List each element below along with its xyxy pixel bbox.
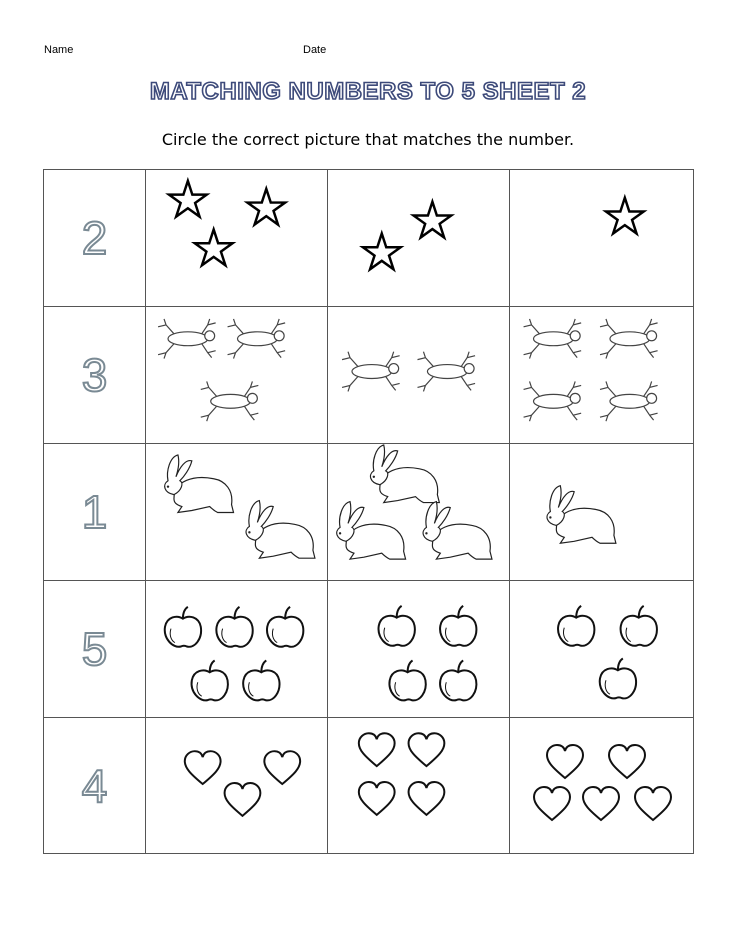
apple-icon xyxy=(379,606,415,646)
frog-icon xyxy=(600,319,658,359)
heart-icon xyxy=(264,751,300,784)
apple-icon xyxy=(243,660,279,700)
star-icon xyxy=(169,181,207,217)
picture-choice[interactable] xyxy=(510,170,693,307)
picture-choice[interactable] xyxy=(146,170,328,307)
apple-icon xyxy=(216,607,252,647)
heart-icon xyxy=(225,783,261,816)
rabbit-icon xyxy=(370,445,439,503)
apple-icon xyxy=(440,606,476,646)
apple-icon xyxy=(558,606,594,646)
rabbit-icon xyxy=(547,486,616,544)
rabbit-icon xyxy=(246,501,315,559)
number-cell: 3 xyxy=(44,307,146,444)
star-icon xyxy=(247,189,285,225)
picture-choice[interactable] xyxy=(146,444,328,581)
picture-choice[interactable] xyxy=(328,444,510,581)
date-label: Date xyxy=(303,44,327,56)
number-cell: 2 xyxy=(44,170,146,307)
heart-icon xyxy=(609,745,645,778)
frog-icon xyxy=(524,319,582,359)
heart-icon xyxy=(359,782,395,815)
heart-icon xyxy=(635,787,671,820)
star-icon xyxy=(195,230,233,266)
picture-choice[interactable] xyxy=(146,581,328,718)
star-icon xyxy=(606,198,644,234)
apple-icon xyxy=(267,607,303,647)
star-icon xyxy=(414,202,452,238)
worksheet-title: MATCHING NUMBERS TO 5 SHEET 2 xyxy=(149,78,587,105)
heart-icon xyxy=(547,745,583,778)
name-label: Name xyxy=(44,44,74,56)
picture-choice[interactable] xyxy=(328,170,510,307)
picture-choice[interactable] xyxy=(510,307,693,444)
apple-icon xyxy=(440,660,476,700)
rabbit-icon xyxy=(337,502,406,560)
apple-icon xyxy=(165,607,201,647)
picture-choice[interactable] xyxy=(328,581,510,718)
instructions: Circle the correct picture that matches the number. xyxy=(161,130,575,149)
frog-icon xyxy=(228,319,286,359)
frog-icon xyxy=(600,381,658,421)
picture-choice[interactable] xyxy=(146,307,328,444)
frog-icon xyxy=(418,352,476,392)
rabbit-icon xyxy=(165,455,234,513)
matching-grid xyxy=(43,169,694,854)
heart-icon xyxy=(583,787,619,820)
picture-choice[interactable] xyxy=(146,718,328,853)
apple-icon xyxy=(621,606,657,646)
heart-icon xyxy=(409,782,445,815)
frog-icon xyxy=(524,381,582,421)
apple-icon xyxy=(192,660,228,700)
picture-choice[interactable] xyxy=(510,444,693,581)
picture-choice[interactable] xyxy=(328,307,510,444)
star-icon xyxy=(363,234,401,270)
frog-icon xyxy=(342,352,400,392)
apple-icon xyxy=(389,660,425,700)
number-cell: 4 xyxy=(44,718,146,853)
heart-icon xyxy=(409,733,445,766)
heart-icon xyxy=(534,787,570,820)
heart-icon xyxy=(185,751,221,784)
number-cell: 1 xyxy=(44,444,146,581)
picture-choice[interactable] xyxy=(328,718,510,853)
rabbit-icon xyxy=(423,502,492,560)
frog-icon xyxy=(201,381,259,421)
picture-choice[interactable] xyxy=(510,718,693,853)
apple-icon xyxy=(600,658,636,698)
frog-icon xyxy=(158,319,216,359)
number-cell: 5 xyxy=(44,581,146,718)
heart-icon xyxy=(359,733,395,766)
picture-choice[interactable] xyxy=(510,581,693,718)
